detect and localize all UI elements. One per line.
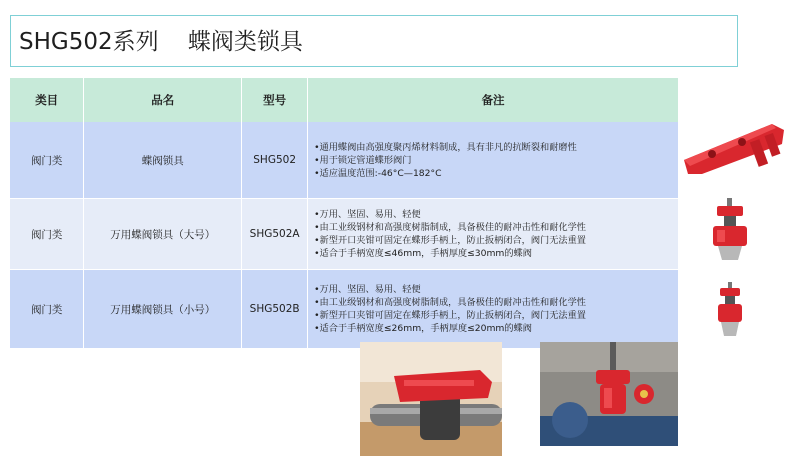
page-title: SHG502系列 蝶阀类锁具 bbox=[19, 29, 303, 55]
header-category: 类目 bbox=[10, 78, 84, 122]
note-line: •适合于手柄宽度≤46mm，手柄厚度≤30mm的蝶阀 bbox=[314, 248, 532, 259]
note-line: •适合于手柄宽度≤26mm，手柄厚度≤20mm的蝶阀 bbox=[314, 323, 532, 334]
header-notes: 备注 bbox=[308, 78, 679, 122]
title-box bbox=[10, 15, 738, 67]
cell-name: 蝶阀锁具 bbox=[84, 122, 242, 199]
application-photo-1 bbox=[360, 342, 502, 456]
cell-name: 万用蝶阀锁具（小号） bbox=[84, 270, 242, 349]
note-line: •适应温度范围:-46°C—182°C bbox=[314, 167, 442, 179]
note-line: •万用、坚固、易用、轻便 bbox=[314, 209, 421, 220]
note-line: •新型开口夹钳可固定在蝶形手柄上，防止扳柄闭合，阀门无法重置 bbox=[314, 310, 586, 321]
table-row bbox=[10, 270, 679, 349]
cell-category: 阀门类 bbox=[10, 270, 84, 349]
cell-model: SHG502 bbox=[242, 122, 308, 199]
cell-notes bbox=[308, 270, 679, 349]
header-name: 品名 bbox=[84, 78, 242, 122]
cell-notes bbox=[308, 199, 679, 270]
note-line: •用于锁定管道蝶形阀门 bbox=[314, 154, 412, 166]
cell-category: 阀门类 bbox=[10, 122, 84, 199]
header-model: 型号 bbox=[242, 78, 308, 122]
product-image-shg502 bbox=[682, 118, 786, 180]
note-line: •由工业级钢材和高强度树脂制成，具备极佳的耐冲击性和耐化学性 bbox=[314, 297, 586, 308]
note-line: •由工业级钢材和高强度树脂制成，具备极佳的耐冲击性和耐化学性 bbox=[314, 222, 586, 233]
product-image-shg502a bbox=[705, 198, 755, 266]
cell-notes bbox=[308, 122, 679, 199]
product-image-shg502b bbox=[710, 282, 750, 340]
cell-model: SHG502A bbox=[242, 199, 308, 270]
note-line: •通用蝶阀由高强度聚丙烯材料制成，具有非凡的抗断裂和耐磨性 bbox=[314, 141, 577, 153]
table-row bbox=[10, 199, 679, 270]
cell-model: SHG502B bbox=[242, 270, 308, 349]
cell-category: 阀门类 bbox=[10, 199, 84, 270]
note-line: •万用、坚固、易用、轻便 bbox=[314, 284, 421, 295]
spec-table bbox=[10, 78, 679, 349]
table-row bbox=[10, 122, 679, 199]
table-header-row bbox=[10, 78, 679, 122]
cell-name: 万用蝶阀锁具（大号） bbox=[84, 199, 242, 270]
application-photo-2 bbox=[540, 342, 678, 446]
note-line: •新型开口夹钳可固定在蝶形手柄上，防止扳柄闭合，阀门无法重置 bbox=[314, 235, 586, 246]
